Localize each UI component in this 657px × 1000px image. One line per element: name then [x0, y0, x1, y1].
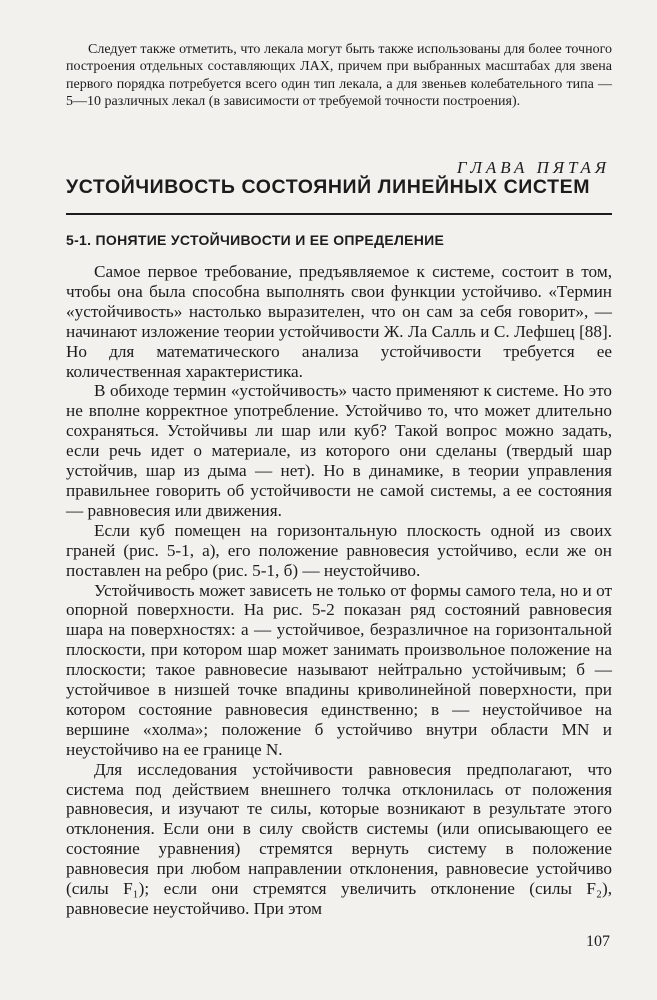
section-heading: 5-1. ПОНЯТИЕ УСТОЙЧИВОСТИ И ЕЕ ОПРЕДЕЛЕНИЕ: [66, 232, 445, 248]
body-text: [66, 262, 612, 919]
page-number: 107: [586, 933, 610, 950]
paragraph: Если куб помещен на горизонтальную плоскость одной из своих граней (рис. 5-1, а), его положение равновесия устойчиво, если же он поставлен на ребро (рис. 5-1, б) — неустойчиво.: [66, 520, 612, 580]
paragraph: Самое первое требование, предъявляемое к системе, состоит в том, чтобы она была способна выполнять свои функции устойчиво. «Термин «устойчивость» настолько выразителен, что он сам за себя говорит», — начинают изложение теории устойчивости Ж. Ла Салль и С. Лефшец [88]. Но для математического анализа устойчивости требуется ее количественная характеристика.: [66, 262, 612, 381]
chapter-divider: [66, 213, 612, 215]
intro-paragraph: Следует также отметить, что лекала могут быть также использованы для более точного построения отдельных составляющих ЛАХ, причем при выбранных масштабах для звена первого порядка потребуется всего один тип лекала, а для звеньев колебательного типа — 5—10 различных лекал (в зависимости от требуемой точности построения).: [66, 42, 612, 110]
chapter-label: ГЛАВА ПЯТАЯ: [456, 158, 610, 177]
paragraph: В обиходе термин «устойчивость» часто применяют к системе. Но это не вполне корректное употребление. Устойчиво то, что может длительно сохраняться. Устойчивы ли шар или куб? Такой вопрос можно задать, если речь идет о материале, из которого они сделаны (твердый шар устойчив, шар из дыма — нет). Но в динамике, в теории управления правильнее говорить об устойчивости не самой системы, а ее состояния — равновесия или движения.: [66, 381, 612, 520]
paragraph: Для исследования устойчивости равновесия предполагают, что система под действием внешнего толчка отклонилась от положения равновесия, и изучают те силы, которые возникают в результате этого отклонения. Если они в силу свойств системы (или описывающего ее состояние уравнения) стремятся вернуть систему в положение равновесия при любом направлении отклонения, равновесие устойчиво (силы F₁); если они стремятся увеличить отклонение (силы F₂), равновесие неустойчиво. При этом: [66, 759, 612, 918]
chapter-title: УСТОЙЧИВОСТЬ СОСТОЯНИЙ ЛИНЕЙНЫХ СИСТЕМ: [66, 176, 591, 198]
paragraph: Устойчивость может зависеть не только от формы самого тела, но и от опорной поверхности. На рис. 5-2 показан ряд состояний равновесия шара на поверхностях: а — устойчивое, безразличное на горизонтальной плоскости, при котором шар может занимать произвольное положение на плоскости; такое равновесие называют нейтрально устойчивым; б — устойчивое в низшей точке впадины криволинейной поверхности, при котором состояние равновесия единственно; в — неустойчивое на вершине «холма»; положение б устойчиво внутри области MN и неустойчиво на ее границе N.: [66, 580, 612, 759]
